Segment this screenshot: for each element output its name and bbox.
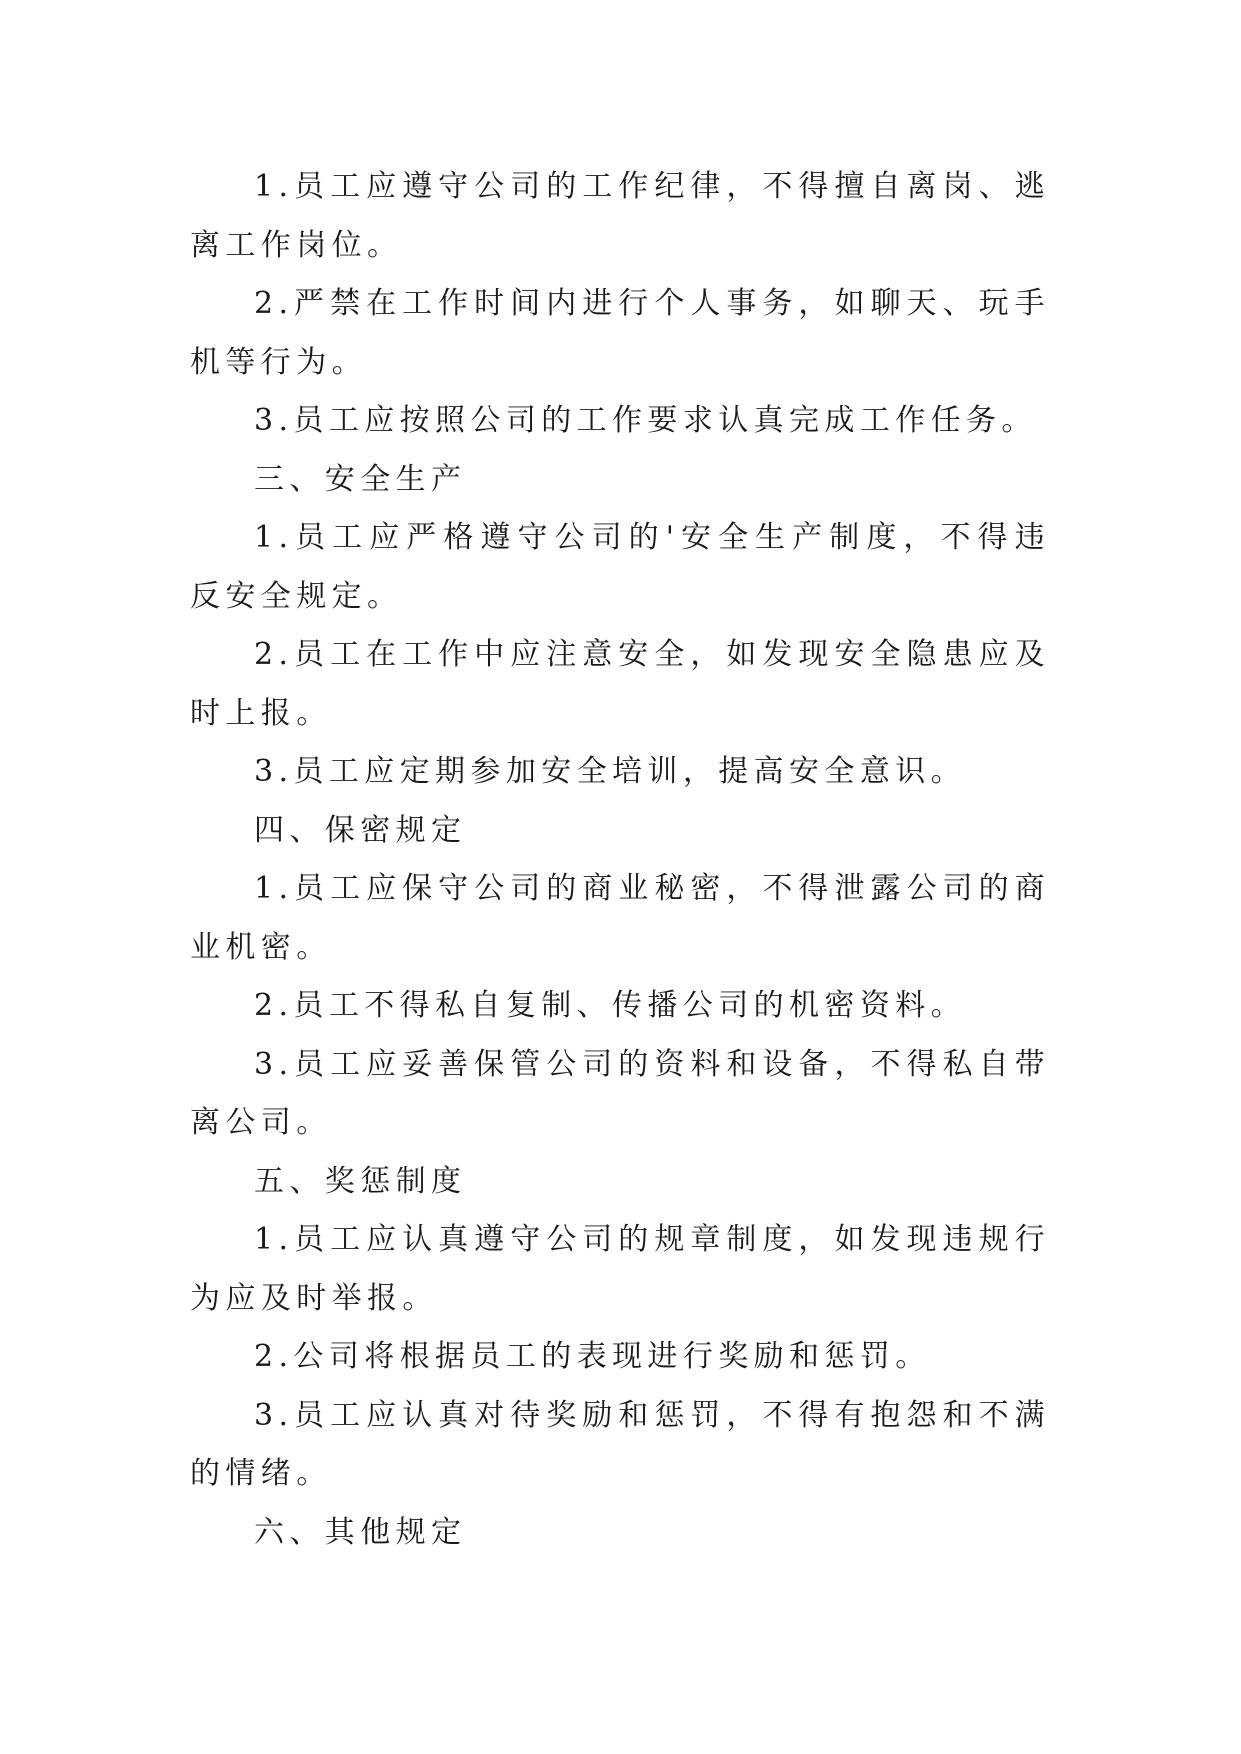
paragraph-safety-1: 1.员工应严格遵守公司的'安全生产制度，不得违反安全规定。 [190, 520, 1050, 614]
paragraph-rewards-3: 3.员工应认真对待奖励和惩罚，不得有抱怨和不满的情绪。 [190, 1397, 1050, 1491]
paragraph-discipline-1: 1.员工应遵守公司的工作纪律，不得擅自离岗、逃离工作岗位。 [190, 169, 1050, 263]
section-heading-other: 六、其他规定 [254, 1514, 467, 1550]
section-heading-confidentiality: 四、保密规定 [254, 812, 467, 848]
document-body [190, 158, 1050, 1562]
section-heading-rewards: 五、奖惩制度 [254, 1163, 467, 1199]
paragraph-confidentiality-1: 1.员工应保守公司的商业秘密，不得泄露公司的商业机密。 [190, 871, 1050, 965]
paragraph-discipline-3: 3.员工应按照公司的工作要求认真完成工作任务。 [254, 403, 1037, 438]
paragraph-confidentiality-2: 2.员工不得私自复制、传播公司的机密资料。 [254, 988, 967, 1023]
paragraph-confidentiality-3: 3.员工应妥善保管公司的资料和设备，不得私自带离公司。 [190, 1046, 1050, 1140]
section-heading-safety: 三、安全生产 [254, 461, 467, 497]
paragraph-rewards-2: 2.公司将根据员工的表现进行奖励和惩罚。 [254, 1339, 931, 1374]
paragraph-rewards-1: 1.员工应认真遵守公司的规章制度，如发现违规行为应及时举报。 [190, 1222, 1050, 1316]
paragraph-discipline-2: 2.严禁在工作时间内进行个人事务，如聊天、玩手机等行为。 [190, 286, 1050, 380]
paragraph-safety-3: 3.员工应定期参加安全培训，提高安全意识。 [254, 754, 967, 789]
paragraph-safety-2: 2.员工在工作中应注意安全，如发现安全隐患应及时上报。 [190, 637, 1050, 731]
